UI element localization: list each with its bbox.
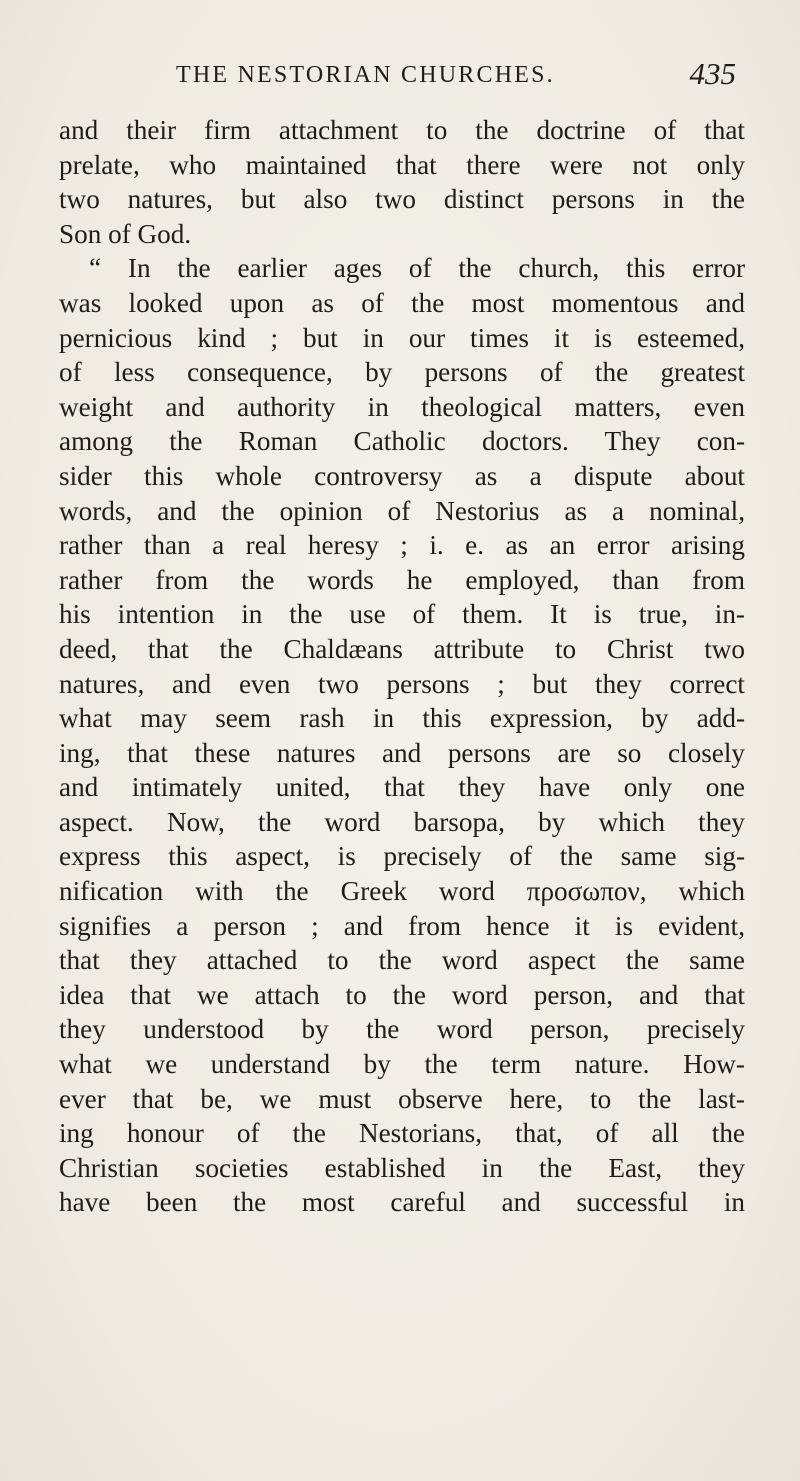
text-line-23: nification with the Greek word προσωπον, which — [59, 876, 745, 907]
text-line-30: ing honour of the Nestorians, that, of all the — [59, 1118, 745, 1149]
text-line-8: of less consequence, by persons of the greatest — [59, 357, 745, 388]
text-line-26: idea that we attach to the word person, and that — [59, 979, 745, 1010]
text-line-6: was looked upon as of the most momentous and — [59, 287, 745, 318]
text-line-17: natures, and even two persons ; but they correct — [59, 668, 745, 699]
text-line-25: that they attached to the word aspect the same — [59, 945, 745, 976]
text-line-9: weight and authority in theological matters, even — [59, 391, 745, 422]
text-line-32: have been the most careful and successful in — [59, 1187, 745, 1218]
text-line-28: what we understand by the term nature. How- — [59, 1049, 745, 1080]
text-line-7: pernicious kind ; but in our times it is esteemed, — [59, 322, 745, 353]
page-number: 435 — [689, 56, 736, 91]
text-line-3: two natures, but also two distinct persons in the — [59, 184, 745, 215]
running-title: THE NESTORIAN CHURCHES. — [176, 62, 555, 88]
text-line-22: express this aspect, is precisely of the same sig- — [59, 841, 745, 872]
text-line-15: his intention in the use of them. It is true, in- — [59, 599, 745, 630]
text-line-13: rather than a real heresy ; i. e. as an error arising — [59, 530, 745, 561]
text-line-14: rather from the words he employed, than from — [59, 564, 745, 595]
text-line-24: signifies a person ; and from hence it is evident, — [59, 910, 745, 941]
text-line-10: among the Roman Catholic doctors. They con- — [59, 426, 745, 457]
running-head — [176, 56, 736, 96]
text-line-2: prelate, who maintained that there were not only — [59, 149, 745, 180]
text-line-5: “ In the earlier ages of the church, this error — [89, 253, 745, 284]
text-line-1: and their firm attachment to the doctrine of that — [59, 115, 745, 145]
text-line-16: deed, that the Chaldæans attribute to Christ two — [59, 633, 745, 664]
text-line-29: ever that be, we must observe here, to the last- — [59, 1083, 745, 1114]
text-line-20: and intimately united, that they have only one — [59, 772, 745, 803]
text-line-31: Christian societies established in the East, they — [59, 1152, 745, 1183]
text-line-11: sider this whole controversy as a dispute about — [59, 460, 745, 491]
text-line-21: aspect. Now, the word barsopa, by which they — [59, 806, 745, 837]
text-line-19: ing, that these natures and persons are so closely — [59, 737, 745, 768]
text-line-4: Son of God. — [59, 218, 192, 249]
body-text — [59, 113, 745, 1220]
text-line-27: they understood by the word person, precisely — [59, 1014, 745, 1045]
text-line-12: words, and the opinion of Nestorius as a nominal, — [59, 495, 745, 526]
text-line-18: what may seem rash in this expression, by add- — [59, 703, 745, 734]
